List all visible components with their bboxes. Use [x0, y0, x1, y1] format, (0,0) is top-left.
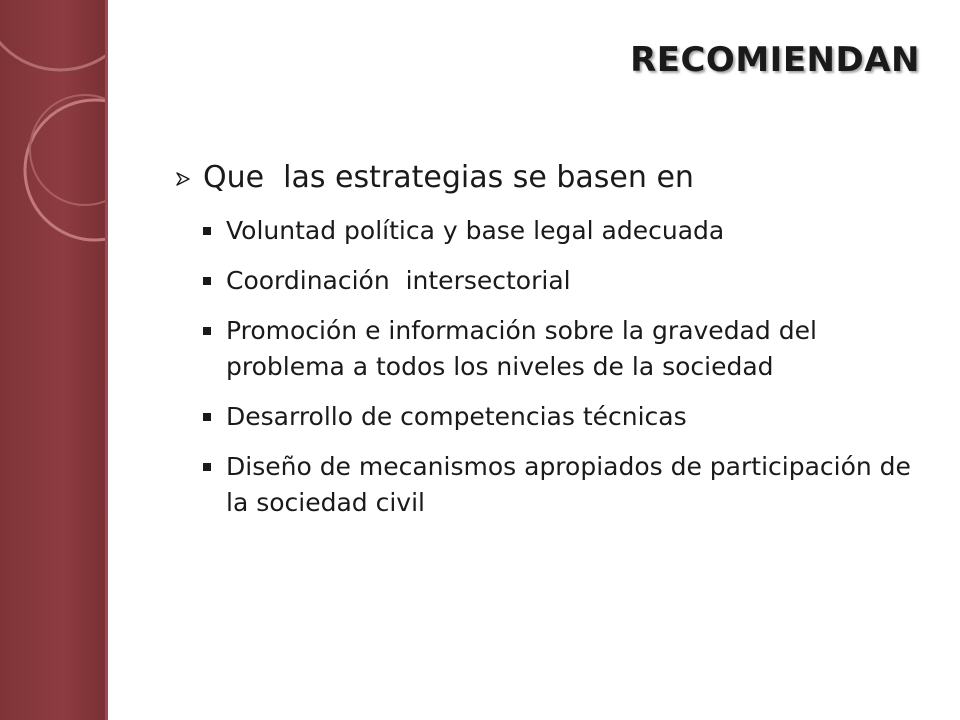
square-bullet-icon: [203, 463, 211, 471]
ring-large-icon: [0, 0, 105, 70]
square-bullet-icon: [203, 413, 211, 421]
list-item: [203, 263, 915, 299]
list-item: [203, 449, 915, 521]
decorative-rings: [0, 0, 105, 720]
list-item: [203, 313, 915, 385]
main-bullet: [175, 160, 915, 195]
list-item-text: Promoción e información sobre la gravedad del problema a todos los niveles de la sociedad: [226, 316, 817, 381]
list-item-text: Desarrollo de competencias técnicas: [226, 402, 687, 431]
list-item: [203, 399, 915, 435]
decorative-side-band: [0, 0, 105, 720]
list-item-text: Voluntad política y base legal adecuada: [226, 216, 725, 245]
slide-content: [175, 160, 915, 535]
slide-title: RECOMIENDAN: [630, 40, 920, 80]
square-bullet-icon: [203, 327, 211, 335]
side-divider: [105, 0, 108, 720]
main-bullet-text: Que las estrategias se basen en: [203, 160, 694, 195]
list-item: [203, 213, 915, 249]
ring-small-icon: [30, 95, 105, 205]
square-bullet-icon: [203, 277, 211, 285]
recommendation-list: [175, 213, 915, 521]
square-bullet-icon: [203, 227, 211, 235]
hollow-arrow-icon: [175, 171, 191, 187]
list-item-text: Diseño de mecanismos apropiados de participación de la sociedad civil: [226, 452, 911, 517]
ring-medium-icon: [25, 100, 105, 240]
list-item-text: Coordinación intersectorial: [226, 266, 571, 295]
